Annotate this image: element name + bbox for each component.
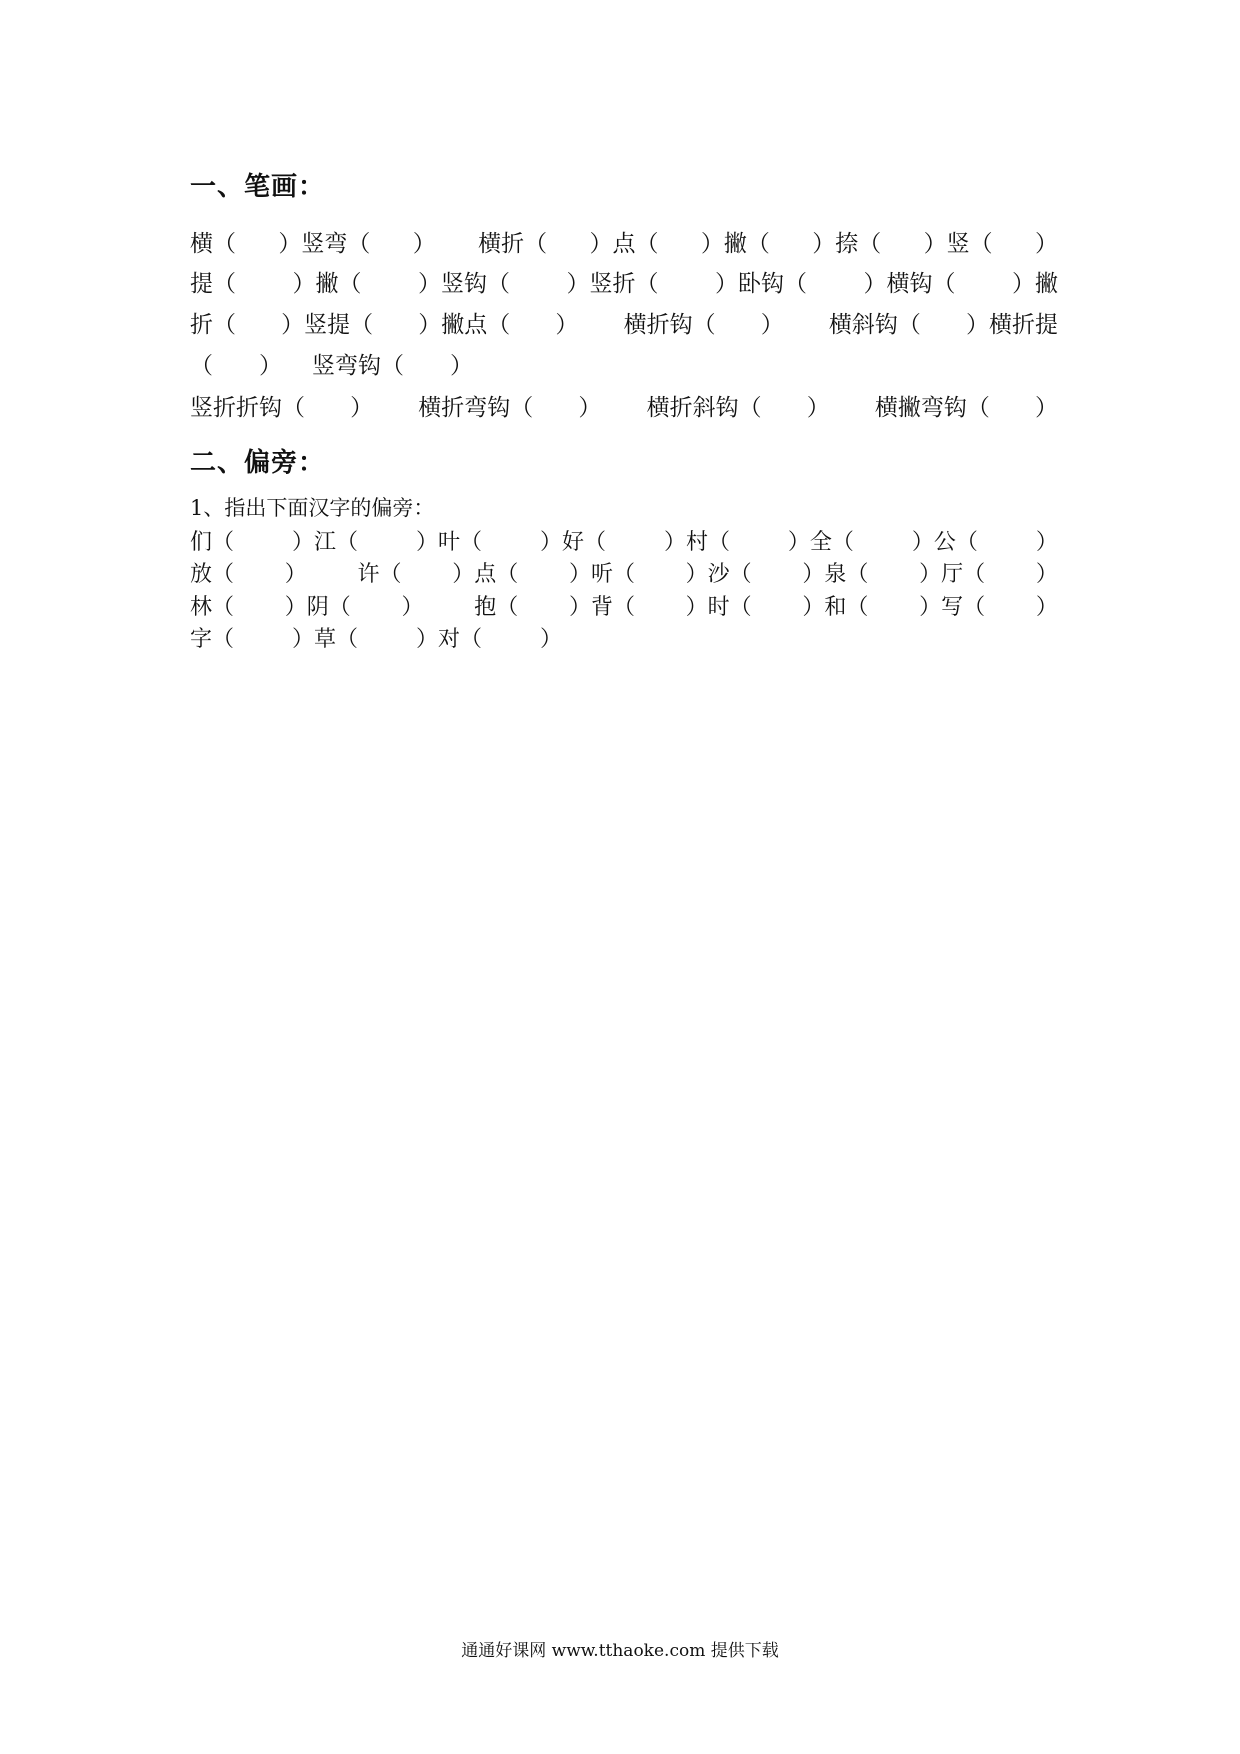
radical-item: ）公（ [911,529,978,555]
radical-item: ） [1035,561,1058,587]
radicals-line-3 [190,591,1058,619]
stroke-item: 横折（ [478,230,548,257]
radicals-line-2 [190,558,1058,586]
stroke-item: ） [1034,394,1058,421]
stroke-item: 提（ [190,270,236,297]
stroke-item: 竖弯钩（ [312,352,404,379]
radicals-line-4 [190,623,1058,651]
stroke-item: ）竖提（ [281,311,374,338]
stroke-item: ）点（ [589,230,659,257]
stroke-item: 横（ [190,230,236,257]
stroke-item: 横折弯钩（ [418,394,534,421]
radicals-line-1 [190,526,1058,554]
stroke-item: ）竖折（ [566,270,659,297]
radical-item: 们（ [190,529,235,555]
radical-item: ） [1035,529,1058,555]
radical-item: ） [401,594,424,620]
radical-item: ）时（ [685,594,752,620]
radical-item: ）阴（ [284,594,351,620]
stroke-item: （ [190,352,213,379]
stroke-item: 横折钩（ [623,311,716,338]
radical-item: ） [1035,594,1058,620]
stroke-item: 横折斜钩（ [646,394,762,421]
radical-item: 抱（ [474,594,519,620]
stroke-item: ） [412,230,436,257]
radical-item: ）厅（ [919,561,986,587]
stroke-item: ）横折提 [965,311,1058,338]
radical-item: 放（ [190,561,235,587]
radicals-heading: 二、偏旁： [190,448,326,478]
radical-item: 字（ [190,626,235,652]
strokes-heading: 一、笔画： [190,172,326,202]
stroke-item: ） [806,394,830,421]
radical-item: ）点（ [452,561,519,587]
strokes-line-4 [190,348,1058,378]
stroke-item: ） [555,311,579,338]
stroke-item: ）撇点（ [418,311,511,338]
radical-item: ）村（ [663,529,730,555]
radical-item: ）和（ [802,594,869,620]
stroke-item: ）捺（ [812,230,882,257]
stroke-item: ）竖钩（ [418,270,510,297]
radical-item: ）草（ [292,626,359,652]
radical-item: ）全（ [787,529,854,555]
stroke-item: ） [350,394,374,421]
stroke-item: ）撇 [1012,270,1058,297]
strokes-line-3 [190,307,1058,337]
radical-item: ）对（ [416,626,483,652]
radical-item: ）江（ [291,529,358,555]
radical-item: ）沙（ [685,561,752,587]
radical-item: ） [284,561,307,587]
stroke-item: 竖折折钩（ [190,394,305,421]
radical-item: ）泉（ [802,561,869,587]
stroke-item: ） [578,394,602,421]
stroke-item: ）卧钩（ [715,270,807,297]
stroke-item: ） [450,352,473,379]
radical-item: 许（ [357,561,402,587]
stroke-item: ） [760,311,784,338]
strokes-line-1 [190,226,1058,256]
stroke-item: 折（ [190,311,236,338]
stroke-item: ）竖弯（ [278,230,371,257]
radical-item: 林（ [190,594,235,620]
strokes-line-2 [190,266,1058,296]
radical-item: ）背（ [568,594,635,620]
strokes-line-5 [190,390,1058,420]
radical-item: ）听（ [568,561,635,587]
stroke-item: ） [259,352,282,379]
radical-item: ）好（ [539,529,606,555]
radical-item: ） [540,626,563,652]
stroke-item: ）撇（ [700,230,770,257]
stroke-item: ）横钩（ [863,270,956,297]
stroke-item: 横撇弯钩（ [874,394,990,421]
radical-item: ）写（ [919,594,986,620]
stroke-item: 横斜钩（ [828,311,921,338]
stroke-item: ）竖（ [923,230,993,257]
stroke-item: ） [1035,230,1058,257]
radical-item: ）叶（ [415,529,482,555]
footer-credit: 通通好课网 www.tthaoke.com 提供下载 [461,1641,779,1661]
radicals-instruction: 1、指出下面汉字的偏旁： [190,496,435,520]
stroke-item: ）撇（ [292,270,362,297]
